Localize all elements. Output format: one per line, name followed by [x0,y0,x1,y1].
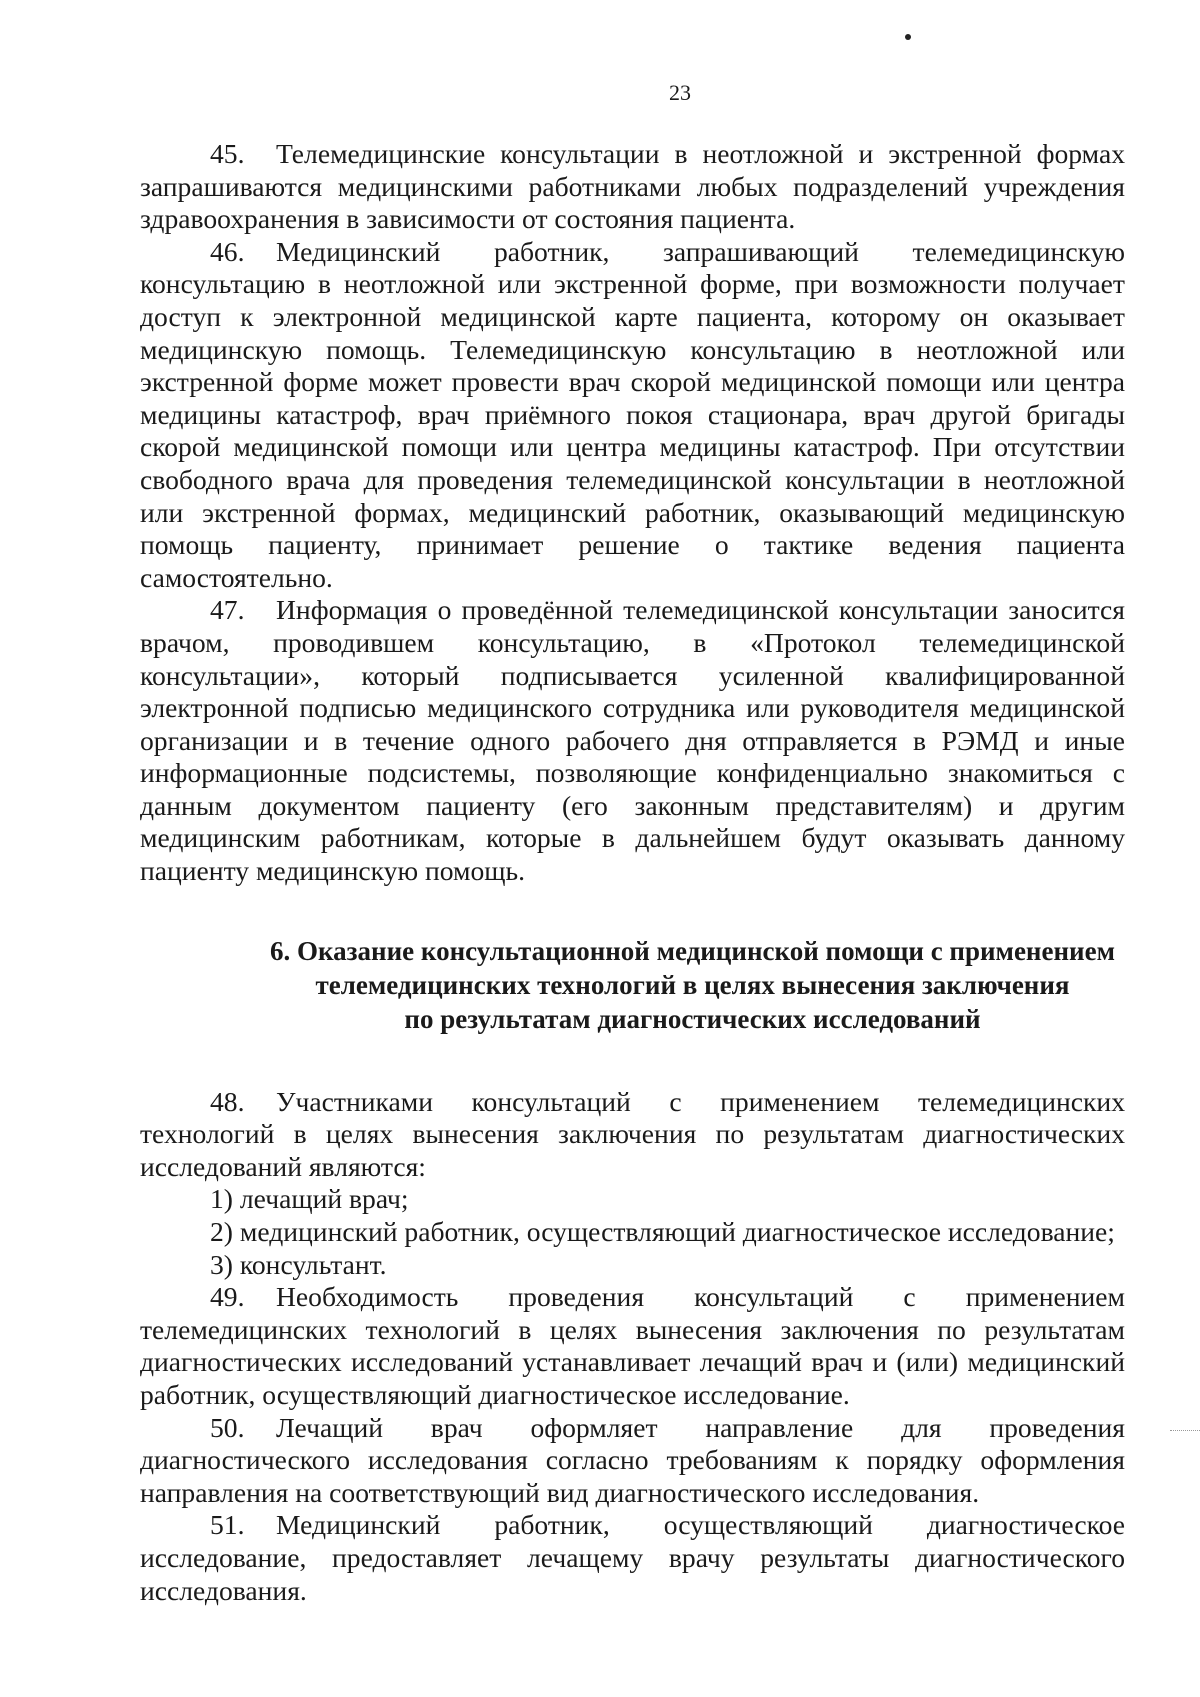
paragraph-45 [140,138,1125,236]
paragraph-text: Информация о проведённой телемедицинской консультации заносится врачом, проводившем консультацию, в «Протокол телемедицинской консультации», который подписывается усиленной квалифицированной электронной подписью медицинского сотрудника или руководителя медицинской организации и в течение одного рабочего дня отправляется в РЭМД и иные информационные подсистемы, позволяющие конфиденциально знакомиться с данным документом пациенту (его законным представителям) и другим медицинским работникам, которые в дальнейшем будут оказывать данному пациенту медицинскую помощь. [140,594,1125,887]
section-heading-line: по результатам диагностических исследований [404,1003,981,1034]
paragraph-48 [140,1086,1125,1184]
list-item: 1) лечащий врач; [210,1183,409,1215]
paragraph-50 [140,1412,1125,1510]
paragraph-number: 45. [210,138,245,169]
paragraph-text: Медицинский работник, запрашивающий телемедицинскую консультацию в неотложной или экстренной форме, при возможности получает доступ к электронной медицинской карте пациента, которому он оказывает медицинскую помощь. Телемедицинскую консультацию в неотложной или экстренной форме может провести врач скорой медицинской помощи или центра медицины катастроф, врач приёмного покоя стационара, врач другой бригады скорой медицинской помощи или центра медицины катастроф. При отсутствии свободного врача для проведения телемедицинской консультации в неотложной или экстренной формах, медицинский работник, оказывающий медицинскую помощь пациенту, принимает решение о тактике ведения пациента самостоятельно. [140,235,1125,593]
paragraph-number: 48. [210,1085,245,1117]
paragraph-49 [140,1281,1125,1411]
paragraph-number: 51. [210,1509,245,1541]
paragraph-text: Медицинский работник, осуществляющий диагностическое исследование, предоставляет лечащему врачу результаты диагностического исследования. [140,1509,1125,1606]
list-item: 3) консультант. [210,1248,387,1280]
paragraph-text: Необходимость проведения консультаций с применением телемедицинских технологий в целях вынесения заключения по результатам диагностических исследований устанавливает лечащий врач и (или) медицинский работник, осуществляющий диагностическое исследование. [140,1281,1125,1410]
paragraph-text: Телемедицинские консультации в неотложной и экстренной формах запрашиваются медицинскими работниками любых подразделений учреждения здравоохранения в зависимости от состояния пациента. [140,138,1125,235]
paragraph-number: 49. [210,1281,245,1313]
scan-edge-mark [1170,1430,1200,1431]
paragraph-text: Лечащий врач оформляет направление для проведения диагностического исследования согласно требованиям к порядку оформления направления на соответствующий вид диагностического исследования. [140,1411,1125,1508]
paragraph-51 [140,1509,1125,1607]
section-heading-line: телемедицинских технологий в целях вынесения заключения [315,969,1070,1000]
section-heading [140,934,1125,1036]
paragraph-number: 50. [210,1411,245,1443]
paragraph-text: Участниками консультаций с применением телемедицинских технологий в целях вынесения заключения по результатам диагностических исследований являются: [140,1085,1125,1182]
document-body [140,138,1125,1607]
list-item: 2) медицинский работник, осуществляющий диагностическое исследование; [210,1216,1115,1248]
paragraph-number: 46. [210,235,245,267]
page-number: 23 [669,80,691,105]
section-heading-line: 6. Оказание консультационной медицинской помощи с применением [270,935,1115,966]
paragraph-47 [140,594,1125,887]
paragraph-number: 47. [210,594,245,626]
paragraph-46 [140,236,1125,595]
scan-dot-mark [905,34,911,40]
